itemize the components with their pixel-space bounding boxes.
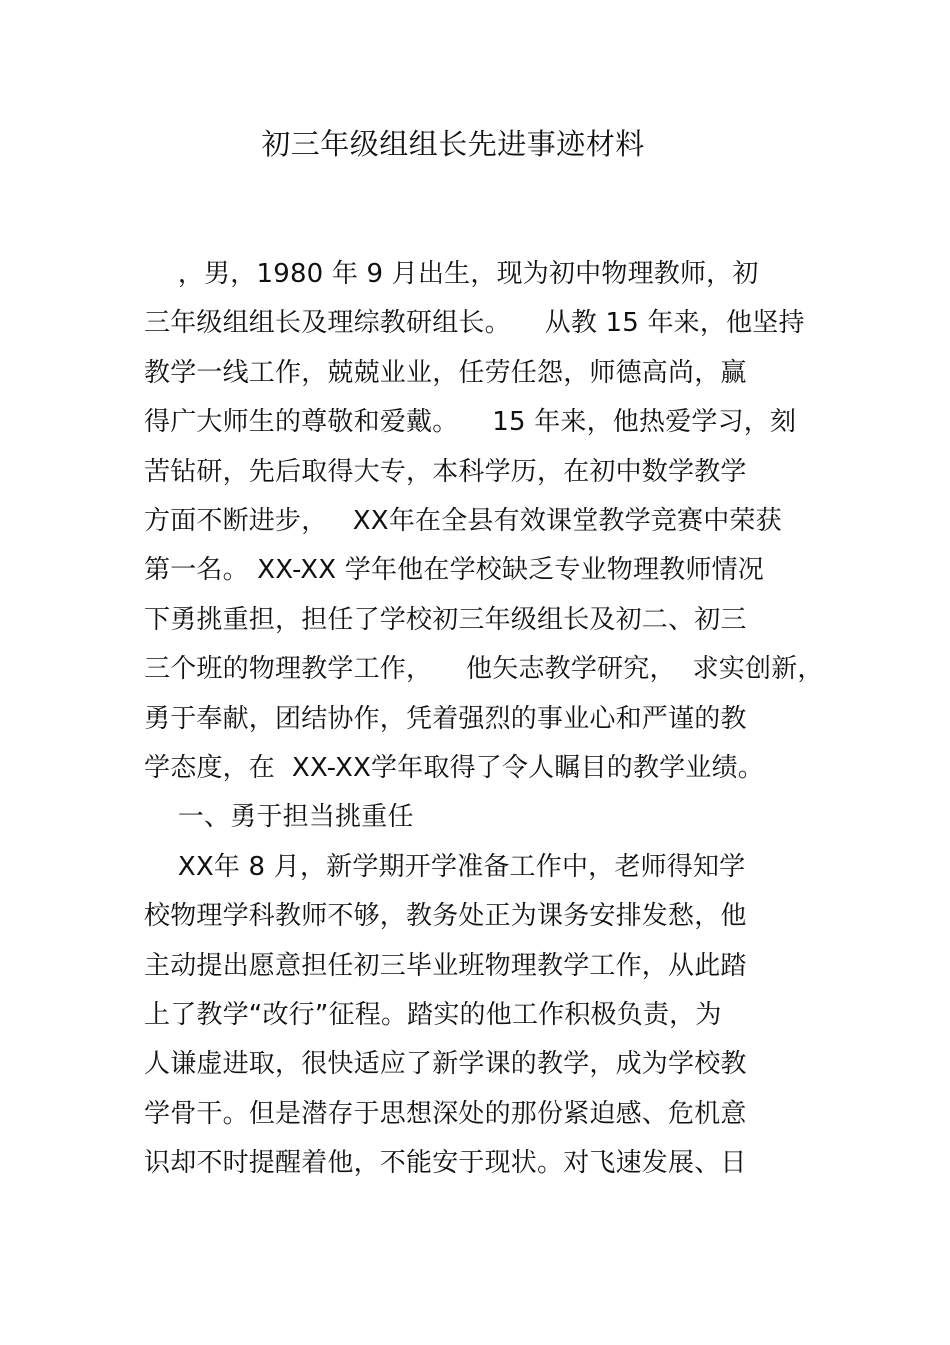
body-line: 勇于奉献，团结协作，凭着强烈的事业心和严谨的教 [144, 703, 747, 734]
body-line: 主动提出愿意担任初三毕业班物理教学工作，从此踏 [144, 950, 747, 981]
section-heading: 一、勇于担当挑重任 [144, 802, 414, 833]
body-line: 方面不断进步， XX年在全县有效课堂教学竞赛中荣获 [144, 506, 782, 536]
body-line: 学态度，在 XX-XX学年取得了令人瞩目的教学业绩。 [144, 753, 764, 783]
body-line: 教学一线工作，兢兢业业，任劳任怨，师德高尚，赢 [144, 357, 747, 388]
body-line: 三年级组组长及理综教研组长。 从教 15 年来，他坚持 [144, 308, 805, 339]
body-line: 识却不时提醒着他，不能安于现状。对飞速发展、日 [144, 1148, 747, 1179]
body-line: 得广大师生的尊敬和爱戴。 15 年来，他热爱学习，刻 [144, 407, 797, 438]
body-line: XX年 8 月，新学期开学准备工作中，老师得知学 [144, 851, 746, 882]
body-line: 人谦虚进取，很快适应了新学课的教学，成为学校教 [144, 1049, 747, 1080]
body-line: 下勇挑重担，担任了学校初三年级组长及初二、初三 [144, 604, 747, 635]
document-title: 初三年级组组长先进事迹材料 [261, 127, 645, 161]
body-line: 苦钻研，先后取得大专，本科学历，在初中数学教学 [144, 456, 747, 487]
body-line: 上了教学“改行”征程。踏实的他工作积极负责，为 [144, 1000, 722, 1030]
body-line: 校物理学科教师不够，教务处正为课务安排发愁，他 [144, 901, 747, 932]
body-line: 学骨干。但是潜存于思想深处的那份紧迫感、危机意 [144, 1098, 747, 1129]
body-line: ，男，1980 年 9 月出生，现为初中物理教师，初 [144, 259, 759, 289]
body-line: 第一名。 XX-XX 学年他在学校缺乏专业物理教师情况 [144, 555, 764, 586]
body-line: 三个班的物理教学工作， 他矢志教学研究， 求实创新， [144, 654, 824, 685]
